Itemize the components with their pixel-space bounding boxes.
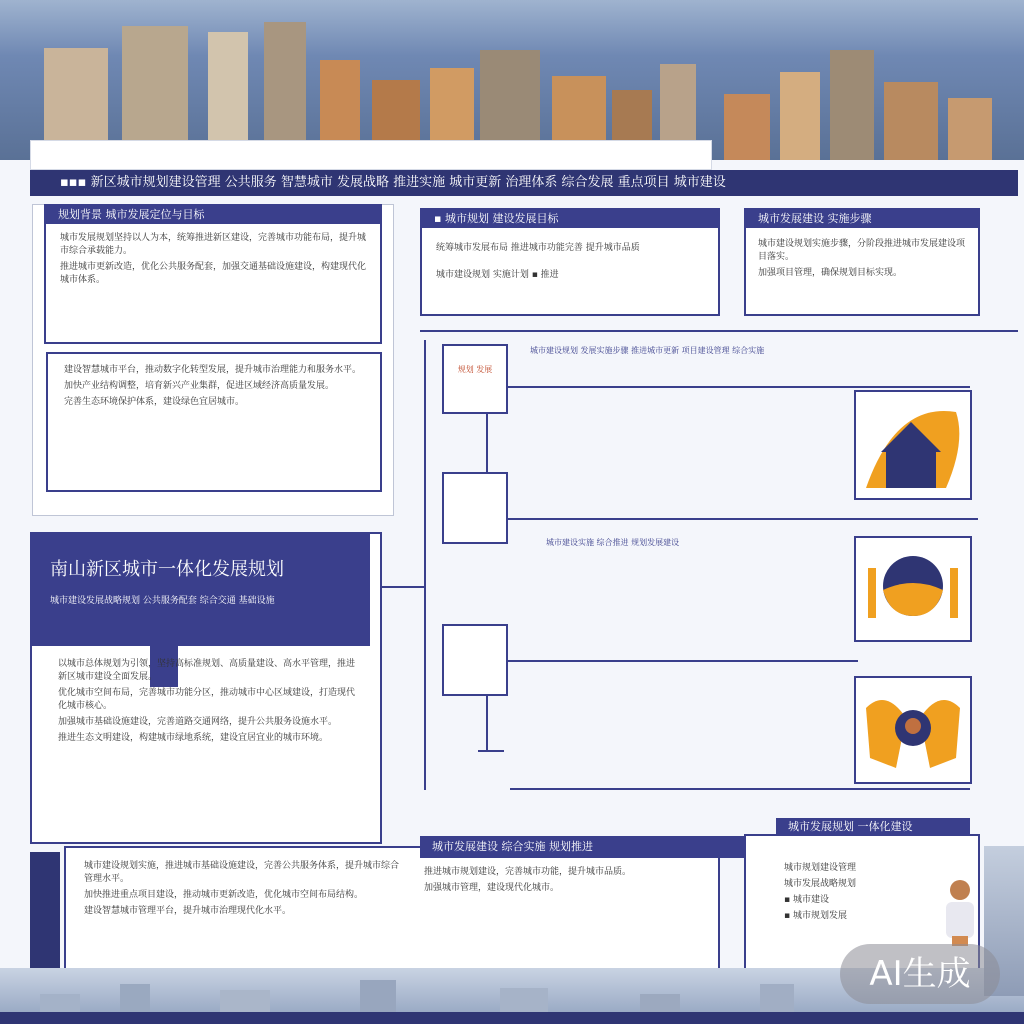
- left-top-frame: [44, 204, 382, 344]
- left-feature-paragraph-4: 推进生态文明建设，构建城市绿地系统，建设宜居宜业的城市环境。: [58, 733, 329, 743]
- flow-row-line-3: [508, 660, 858, 662]
- flow-end-stub: [478, 750, 504, 752]
- top-connector-line: [420, 330, 1018, 332]
- right-top-frame: [744, 208, 980, 316]
- title-bar: ▪▪▪ 新区城市规划建设管理 公共服务 智慧城市 发展战略 推进实施 城市更新 治理体系 综合发展 重点项目 城市建设: [30, 170, 1018, 196]
- center-top-paragraph-1: 统筹城市发展布局 推进城市功能完善 提升城市品质: [436, 243, 640, 253]
- flow-row-line-2: [508, 518, 978, 520]
- flow-connector-3: [486, 696, 488, 750]
- left-feature-subtitle: 城市建设发展战略规划 公共服务配套 综合交通 基础设施: [50, 596, 275, 606]
- left-feature-header: [32, 534, 370, 646]
- flow-node-1-label: 规划 发展: [457, 365, 493, 374]
- icon-box-1: [854, 390, 972, 500]
- ai-generated-watermark: AI生成: [840, 944, 1000, 1004]
- center-top-heading: ▪ 城市规划 建设发展目标: [422, 210, 718, 228]
- left-mid-paragraph-1: 建设智慧城市平台，推动数字化转型发展，提升城市治理能力和服务水平。: [64, 365, 362, 375]
- left-feature-paragraph-2: 优化城市空间布局，完善城市功能分区，推动城市中心区域建设，打造现代化城市核心。: [58, 688, 356, 711]
- center-top-paragraph-2: 城市建设规划 实施计划 ▪ 推进: [436, 270, 559, 280]
- temple-icon: [856, 392, 970, 498]
- figures-icon: [856, 678, 970, 782]
- bottom-right-heading: 城市发展规划 一体化建设: [776, 818, 970, 836]
- right-top-paragraph-2: 加强项目管理，确保规划目标实现。: [758, 268, 903, 278]
- bottom-left-body: [84, 860, 404, 921]
- left-top-paragraph-2: 推进城市更新改造，优化公共服务配套，加强交通基础设施建设，构建现代化城市体系。: [60, 262, 367, 285]
- flow-mid-text: 城市建设实施 综合推进 规划发展建设: [546, 538, 680, 547]
- left-mid-frame: [46, 352, 382, 492]
- person-illustration: [936, 876, 984, 946]
- left-feature-paragraph-1: 以城市总体规划为引领，坚持高标准规划、高质量建设、高水平管理，推进新区城市建设全面发展。: [58, 659, 356, 682]
- bottom-left-paragraph-3: 建设智慧城市管理平台，提升城市治理现代化水平。: [84, 906, 292, 916]
- header-strip: [30, 140, 712, 170]
- right-top-heading: 城市发展建设 实施步骤: [746, 210, 978, 228]
- flow-row-line-4: [510, 788, 970, 790]
- bottom-right-paragraph-1: 城市规划建设管理: [784, 863, 857, 873]
- flow-node-2: [442, 472, 508, 544]
- bottom-right-paragraph-4: ▪ 城市规划发展: [784, 911, 847, 921]
- flow-node-3: [442, 624, 508, 696]
- left-feature-title: 南山新区城市一体化发展规划: [50, 559, 284, 580]
- flow-row-text: 城市建设规划 发展实施步骤 推进城市更新 项目建设管理 综合实施: [530, 346, 765, 355]
- icon-box-3: [854, 676, 972, 784]
- bottom-center-paragraph-1: 推进城市规划建设，完善城市功能，提升城市品质。: [424, 867, 632, 877]
- left-feature-body: [58, 658, 358, 748]
- bottom-center-body: [424, 866, 710, 898]
- flow-connector-1: [486, 414, 488, 472]
- bottom-right-body: [784, 862, 924, 926]
- center-top-frame: [420, 208, 720, 316]
- bottom-center-paragraph-2: 加强城市管理，建设现代化城市。: [424, 883, 560, 893]
- right-top-paragraph-1: 城市建设规划实施步骤，分阶段推进城市发展建设项目落实。: [758, 239, 966, 262]
- bottom-right-paragraph-2: 城市发展战略规划: [784, 879, 857, 889]
- left-top-paragraph-1: 城市发展规划坚持以人为本，统筹推进新区建设，完善城市功能布局，提升城市综合承载能力。: [60, 233, 367, 256]
- bottom-left-accent: [30, 852, 60, 974]
- left-feature-paragraph-3: 加强城市基础设施建设，完善道路交通网络，提升公共服务设施水平。: [58, 717, 338, 727]
- left-mid-paragraph-2: 加快产业结构调整，培育新兴产业集群，促进区域经济高质量发展。: [64, 381, 335, 391]
- bottom-right-paragraph-3: ▪ 城市建设: [784, 895, 829, 905]
- left-mid-paragraph-3: 完善生态环境保护体系，建设绿色宜居城市。: [64, 397, 245, 407]
- icon-box-2: [854, 536, 972, 642]
- flow-left-link: [382, 586, 424, 588]
- flow-row-line-1: [508, 386, 970, 388]
- top-skyline-photo: [0, 0, 1024, 160]
- bottom-center-heading: 城市发展建设 综合实施 规划推进: [420, 836, 744, 858]
- left-top-heading: 规划背景 城市发展定位与目标: [46, 206, 380, 224]
- flow-node-1: [442, 344, 508, 414]
- bottom-left-paragraph-1: 城市建设规划实施，推进城市基础设施建设，完善公共服务体系，提升城市综合管理水平。: [84, 861, 400, 884]
- bottom-left-paragraph-2: 加快推进重点项目建设，推动城市更新改造，优化城市空间布局结构。: [84, 890, 364, 900]
- flow-main-vertical: [424, 340, 426, 790]
- globe-icon: [856, 538, 970, 640]
